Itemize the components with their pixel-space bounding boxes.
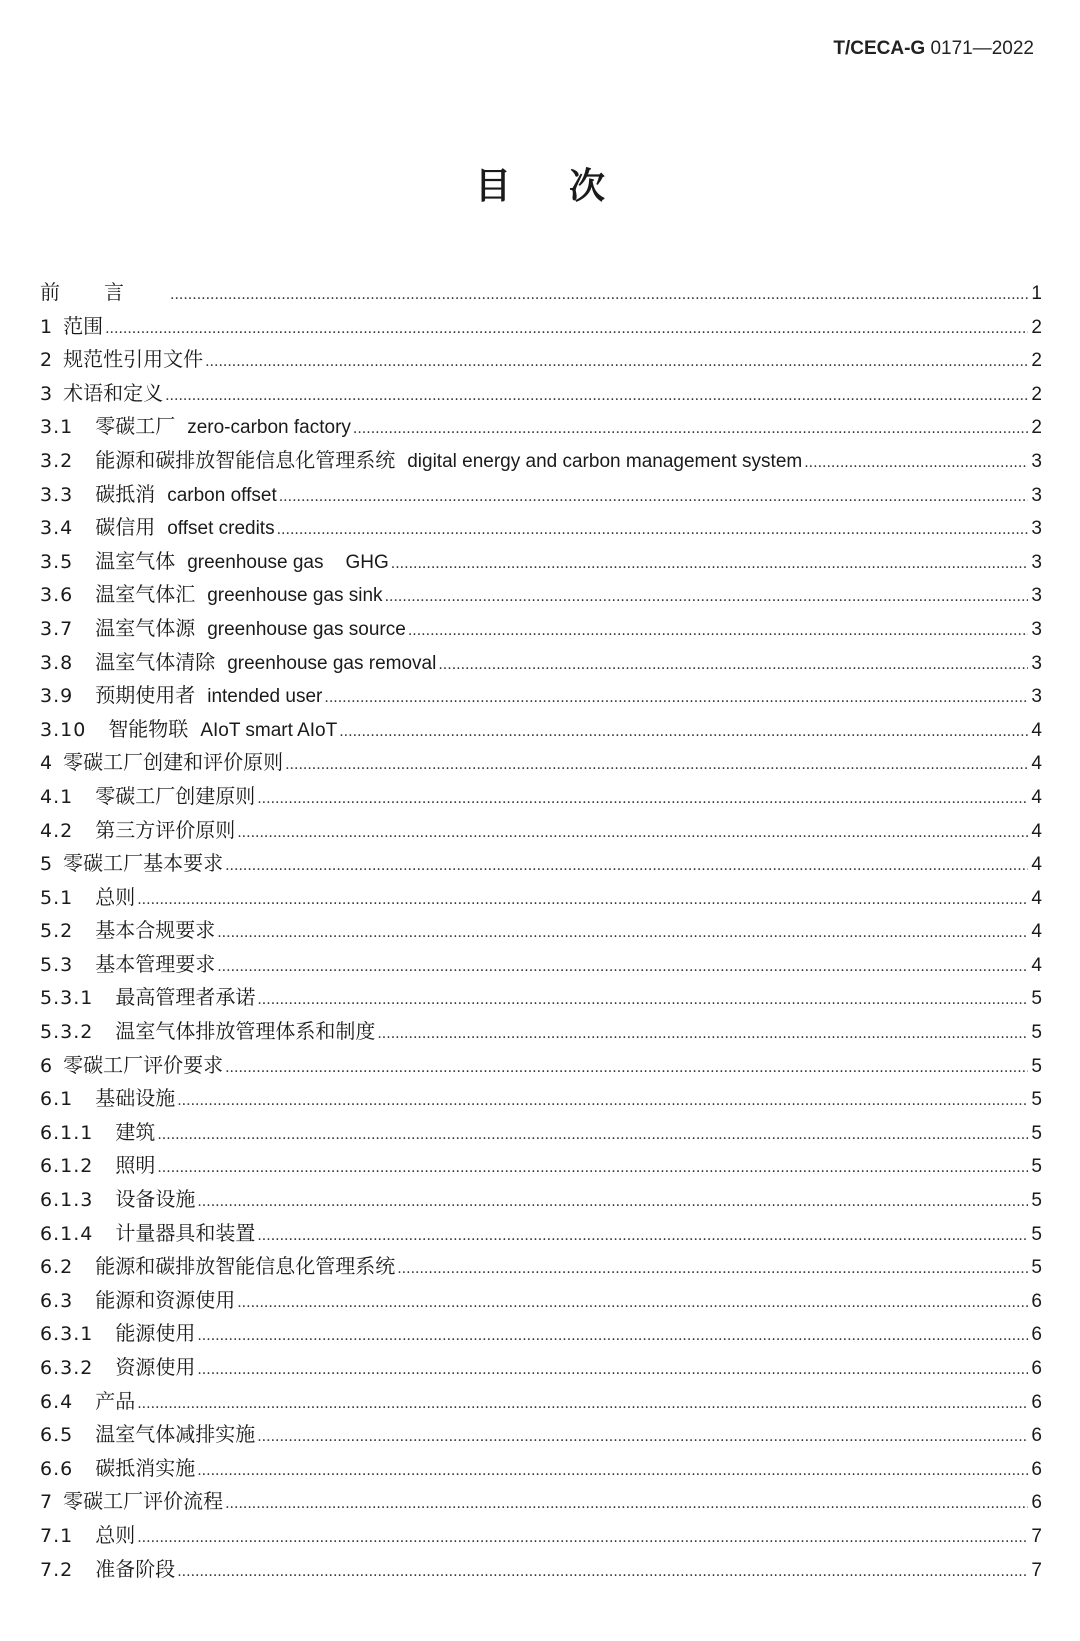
toc-entry-page-number: 3 <box>1031 450 1042 472</box>
dot-leader <box>105 313 1028 347</box>
toc-entry-page-number: 7 <box>1031 1525 1042 1547</box>
toc-entry[interactable] <box>40 1250 1042 1284</box>
toc-entry-title: 产品 <box>95 1388 136 1413</box>
dot-leader <box>804 447 1028 481</box>
toc-entry[interactable] <box>40 444 1042 478</box>
toc-entry[interactable] <box>40 410 1042 444</box>
dot-leader <box>377 1018 1028 1052</box>
dot-leader <box>324 682 1028 716</box>
dot-leader <box>217 917 1028 951</box>
dot-leader <box>165 380 1028 414</box>
toc-entry-number: 6.1.3 <box>40 1189 94 1212</box>
toc-entry-title: 零碳工厂 <box>95 414 176 439</box>
dot-leader <box>217 951 1028 985</box>
dot-leader <box>197 1455 1028 1489</box>
toc-entry-title: 能源和资源使用 <box>95 1287 236 1312</box>
toc-entry-number: 6.3 <box>40 1289 74 1312</box>
toc-entry[interactable] <box>40 713 1042 747</box>
toc-entry-page-number: 2 <box>1031 316 1042 338</box>
toc-entry-number: 4.1 <box>40 785 74 808</box>
toc-entry-page-number: 2 <box>1031 350 1042 372</box>
toc-entry[interactable] <box>40 1217 1042 1251</box>
toc-entry-title: 基本合规要求 <box>95 918 216 943</box>
toc-entry-title: 碳抵消 <box>95 481 156 506</box>
toc-entry[interactable] <box>40 1519 1042 1553</box>
standard-prefix: T/CECA-G <box>833 38 926 59</box>
toc-entry[interactable] <box>40 814 1042 848</box>
toc-entry-title: 基本管理要求 <box>95 951 216 976</box>
toc-entry-english-title: greenhouse gas <box>187 551 324 573</box>
dot-leader <box>391 548 1028 582</box>
dot-leader <box>257 984 1028 1018</box>
toc-entry-title: 基础设施 <box>95 1086 176 1111</box>
toc-entry[interactable] <box>40 679 1042 713</box>
toc-entry-page-number: 5 <box>1031 988 1042 1010</box>
toc-entry-page-number: 4 <box>1031 719 1042 741</box>
dot-leader <box>157 1119 1028 1153</box>
toc-entry-number: 3 <box>40 382 54 405</box>
dot-leader <box>177 1085 1028 1119</box>
toc-entry-title: 碳抵消实施 <box>95 1455 196 1480</box>
dot-leader <box>137 1522 1028 1556</box>
toc-entry-number: 6.4 <box>40 1390 74 1413</box>
toc-entry-page-number: 4 <box>1031 786 1042 808</box>
toc-entry[interactable] <box>40 646 1042 680</box>
toc-entry-english-title: greenhouse gas removal <box>227 652 437 674</box>
dot-leader <box>225 1488 1028 1522</box>
toc-entry-number: 3.9 <box>40 685 74 708</box>
toc-entry-title: 第三方评价原则 <box>95 817 236 842</box>
toc-entry-english-title: digital energy and carbon management system <box>407 450 803 472</box>
page-title: 目次 <box>474 166 663 207</box>
toc-entry-number: 5.3 <box>40 953 74 976</box>
dot-leader <box>137 884 1028 918</box>
toc-entry-number: 5.2 <box>40 920 74 943</box>
toc-entry-page-number: 5 <box>1031 1156 1042 1178</box>
toc-entry-page-number: 5 <box>1031 1122 1042 1144</box>
toc-entry-title: 能源和碳排放智能信息化管理系统 <box>95 1254 396 1279</box>
toc-entry-english-title: carbon offset <box>167 484 277 506</box>
toc-entry-title: 温室气体 <box>95 548 176 573</box>
dot-leader <box>408 615 1028 649</box>
toc-entry-title: 温室气体源 <box>95 615 196 640</box>
dot-leader <box>157 1152 1028 1186</box>
toc-entry-title: 零碳工厂评价流程 <box>63 1489 224 1514</box>
toc-entry-number: 6.2 <box>40 1256 74 1279</box>
dot-leader <box>353 413 1028 447</box>
toc-entry[interactable] <box>40 343 1042 377</box>
toc-entry-english-title: greenhouse gas source <box>207 618 406 640</box>
toc-entry[interactable] <box>40 310 1042 344</box>
dot-leader <box>225 1052 1028 1086</box>
dot-leader <box>385 581 1028 615</box>
dot-leader <box>177 1556 1028 1590</box>
toc-entry-page-number: 6 <box>1031 1425 1042 1447</box>
toc-entry-page-number: 5 <box>1031 1055 1042 1077</box>
toc-entry-page-number: 3 <box>1031 585 1042 607</box>
toc-entry-english-title: offset credits <box>167 518 275 540</box>
toc-entry-page-number: 3 <box>1031 484 1042 506</box>
toc-entry[interactable] <box>40 981 1042 1015</box>
toc-entry-number: 3.2 <box>40 449 74 472</box>
toc-entry-page-number: 3 <box>1031 618 1042 640</box>
dot-leader <box>225 850 1028 884</box>
toc-entry-page-number: 7 <box>1031 1559 1042 1581</box>
toc-entry-title: 准备阶段 <box>95 1556 176 1581</box>
toc-entry-page-number: 2 <box>1031 383 1042 405</box>
toc-entry-title: 预期使用者 <box>95 683 196 708</box>
toc-entry[interactable] <box>40 1049 1042 1083</box>
toc-entry[interactable] <box>40 578 1042 612</box>
toc-entry-number: 5 <box>40 853 54 876</box>
toc-entry-title: 建筑 <box>115 1119 156 1144</box>
toc-entry-page-number: 6 <box>1031 1358 1042 1379</box>
toc-entry-title: 温室气体清除 <box>95 649 216 674</box>
toc-entry[interactable] <box>40 1183 1042 1217</box>
toc-entry-number: 7.1 <box>40 1524 74 1547</box>
toc-entry-number: 6.1.1 <box>40 1121 94 1144</box>
dot-leader <box>277 514 1028 548</box>
toc-entry-number: 6.1 <box>40 1088 74 1111</box>
toc-entry-number: 3.5 <box>40 550 74 573</box>
toc-entry[interactable] <box>40 1116 1042 1150</box>
toc-entry[interactable] <box>40 511 1042 545</box>
dot-leader <box>170 279 1028 313</box>
toc-entry[interactable] <box>40 1149 1042 1183</box>
toc-entry-number: 6 <box>40 1054 54 1077</box>
dot-leader <box>285 749 1028 783</box>
toc-entry-page-number: 6 <box>1031 1324 1042 1346</box>
dot-leader <box>257 1421 1028 1455</box>
toc-entry[interactable] <box>40 1385 1042 1419</box>
dot-leader <box>197 1354 1028 1388</box>
toc-entry[interactable] <box>40 1452 1042 1486</box>
toc-entry-page-number: 3 <box>1031 652 1042 674</box>
toc-entry-number: 1 <box>40 315 54 338</box>
toc-entry-number: 5.1 <box>40 886 74 909</box>
toc-entry-title: 最高管理者承诺 <box>115 985 256 1010</box>
toc-entry-page-number: 4 <box>1031 887 1042 909</box>
toc-entry-page-number: 4 <box>1031 854 1042 876</box>
toc-entry-title: 温室气体减排实施 <box>95 1422 256 1447</box>
toc-entry-number: 7 <box>40 1491 54 1514</box>
toc-entry[interactable] <box>40 847 1042 881</box>
dot-leader <box>339 716 1028 750</box>
dot-leader <box>279 481 1028 515</box>
toc-entry-number: 4 <box>40 752 54 775</box>
toc-entry-number: 5.3.2 <box>40 1021 94 1044</box>
dot-leader <box>438 649 1028 683</box>
toc-entry-english-title: zero-carbon factory <box>187 417 351 439</box>
toc-entry-page-number: 6 <box>1031 1391 1042 1413</box>
toc-entry-number: 6.3.2 <box>40 1357 94 1379</box>
dot-leader <box>205 346 1028 380</box>
toc-entry[interactable] <box>40 276 1042 310</box>
toc-entry-page-number: 5 <box>1031 1190 1042 1212</box>
dot-leader <box>237 817 1028 851</box>
toc-entry-page-number: 4 <box>1031 954 1042 976</box>
table-of-contents <box>40 276 1042 1586</box>
toc-entry-title: 照明 <box>115 1153 156 1178</box>
toc-entry-number: 3.6 <box>40 584 74 607</box>
toc-entry-page-number: 3 <box>1031 518 1042 540</box>
toc-entry-title: 范围 <box>63 313 104 338</box>
toc-entry-number: 3.8 <box>40 651 74 674</box>
toc-entry-page-number: 5 <box>1031 1022 1042 1044</box>
toc-entry-title: 设备设施 <box>115 1187 196 1212</box>
toc-entry-english-title: greenhouse gas sink <box>207 585 383 607</box>
toc-entry-number: 3.3 <box>40 483 74 506</box>
toc-entry-title: 零碳工厂基本要求 <box>63 851 224 876</box>
toc-entry-number: 6.5 <box>40 1424 74 1447</box>
toc-entry[interactable] <box>40 948 1042 982</box>
dot-leader <box>257 783 1028 817</box>
toc-entry[interactable] <box>40 612 1042 646</box>
toc-entry[interactable] <box>40 1553 1042 1587</box>
toc-entry[interactable] <box>40 1351 1042 1385</box>
dot-leader <box>397 1253 1028 1287</box>
toc-entry-title: 总则 <box>95 1522 136 1547</box>
toc-entry-number: 5.3.1 <box>40 987 94 1010</box>
toc-entry-abbreviation: GHG <box>345 551 389 573</box>
toc-entry-number: 3.7 <box>40 617 74 640</box>
toc-entry-page-number: 3 <box>1031 551 1042 573</box>
toc-entry-page-number: 6 <box>1031 1290 1042 1312</box>
toc-entry-number: 3.10 <box>40 718 87 741</box>
toc-entry[interactable] <box>40 1485 1042 1519</box>
toc-entry-number: 3.4 <box>40 517 74 540</box>
toc-entry-title: 规范性引用文件 <box>63 347 204 372</box>
toc-entry-title: 碳信用 <box>95 515 156 540</box>
toc-entry-title: 智能物联 <box>108 716 189 741</box>
toc-entry-english-title: intended user <box>207 686 323 708</box>
toc-entry-title: 术语和定义 <box>63 380 164 405</box>
toc-entry-page-number: 4 <box>1031 753 1042 775</box>
toc-entry-number: 6.1.4 <box>40 1222 94 1245</box>
toc-entry-page-number: 5 <box>1031 1223 1042 1245</box>
toc-entry-page-number: 6 <box>1031 1492 1042 1514</box>
toc-entry-page-number: 5 <box>1031 1089 1042 1111</box>
toc-entry[interactable] <box>40 780 1042 814</box>
toc-entry-title: 资源使用 <box>115 1355 196 1379</box>
toc-entry-title: 总则 <box>95 884 136 909</box>
toc-entry-number: 2 <box>40 349 54 372</box>
toc-entry-title: 能源和碳排放智能信息化管理系统 <box>95 447 396 472</box>
toc-entry-page-number: 6 <box>1031 1458 1042 1480</box>
dot-leader <box>137 1388 1028 1422</box>
toc-entry-title: 计量器具和装置 <box>115 1220 256 1245</box>
toc-entry-english-title: AIoT smart AIoT <box>200 719 338 741</box>
toc-entry-page-number: 2 <box>1031 417 1042 439</box>
toc-entry[interactable] <box>40 1418 1042 1452</box>
toc-entry[interactable] <box>40 746 1042 780</box>
toc-entry[interactable] <box>40 881 1042 915</box>
dot-leader <box>237 1287 1028 1321</box>
dot-leader <box>197 1320 1028 1354</box>
toc-entry-number: 6.3.1 <box>40 1323 94 1346</box>
toc-entry-title: 零碳工厂评价要求 <box>63 1052 224 1077</box>
dot-leader <box>197 1186 1028 1220</box>
standard-code <box>833 38 1034 60</box>
toc-entry-title: 能源使用 <box>115 1321 196 1346</box>
dot-leader <box>257 1220 1028 1254</box>
toc-entry-number: 6.1.2 <box>40 1155 94 1178</box>
toc-entry-number: 4.2 <box>40 819 74 842</box>
toc-entry[interactable] <box>40 1015 1042 1049</box>
toc-entry-title: 零碳工厂创建和评价原则 <box>63 750 284 775</box>
toc-entry-title: 温室气体汇 <box>95 582 196 607</box>
toc-entry-page-number: 1 <box>1031 283 1042 304</box>
toc-entry-page-number: 4 <box>1031 921 1042 943</box>
toc-entry-page-number: 5 <box>1031 1257 1042 1279</box>
toc-entry[interactable] <box>40 1284 1042 1318</box>
toc-entry-number: 3.1 <box>40 416 74 439</box>
toc-entry[interactable] <box>40 545 1042 579</box>
toc-entry-title: 温室气体排放管理体系和制度 <box>115 1019 376 1044</box>
toc-entry[interactable] <box>40 1082 1042 1116</box>
toc-entry[interactable] <box>40 478 1042 512</box>
toc-entry-title: 前言 <box>40 280 168 304</box>
toc-entry-title: 零碳工厂创建原则 <box>95 783 256 808</box>
toc-entry-number: 7.2 <box>40 1558 74 1581</box>
toc-entry[interactable] <box>40 914 1042 948</box>
toc-entry-page-number: 4 <box>1031 820 1042 842</box>
toc-entry-number: 6.6 <box>40 1457 74 1480</box>
toc-entry-page-number: 3 <box>1031 686 1042 708</box>
toc-entry[interactable] <box>40 377 1042 411</box>
toc-entry[interactable] <box>40 1317 1042 1351</box>
standard-number: 0171—2022 <box>930 38 1034 59</box>
